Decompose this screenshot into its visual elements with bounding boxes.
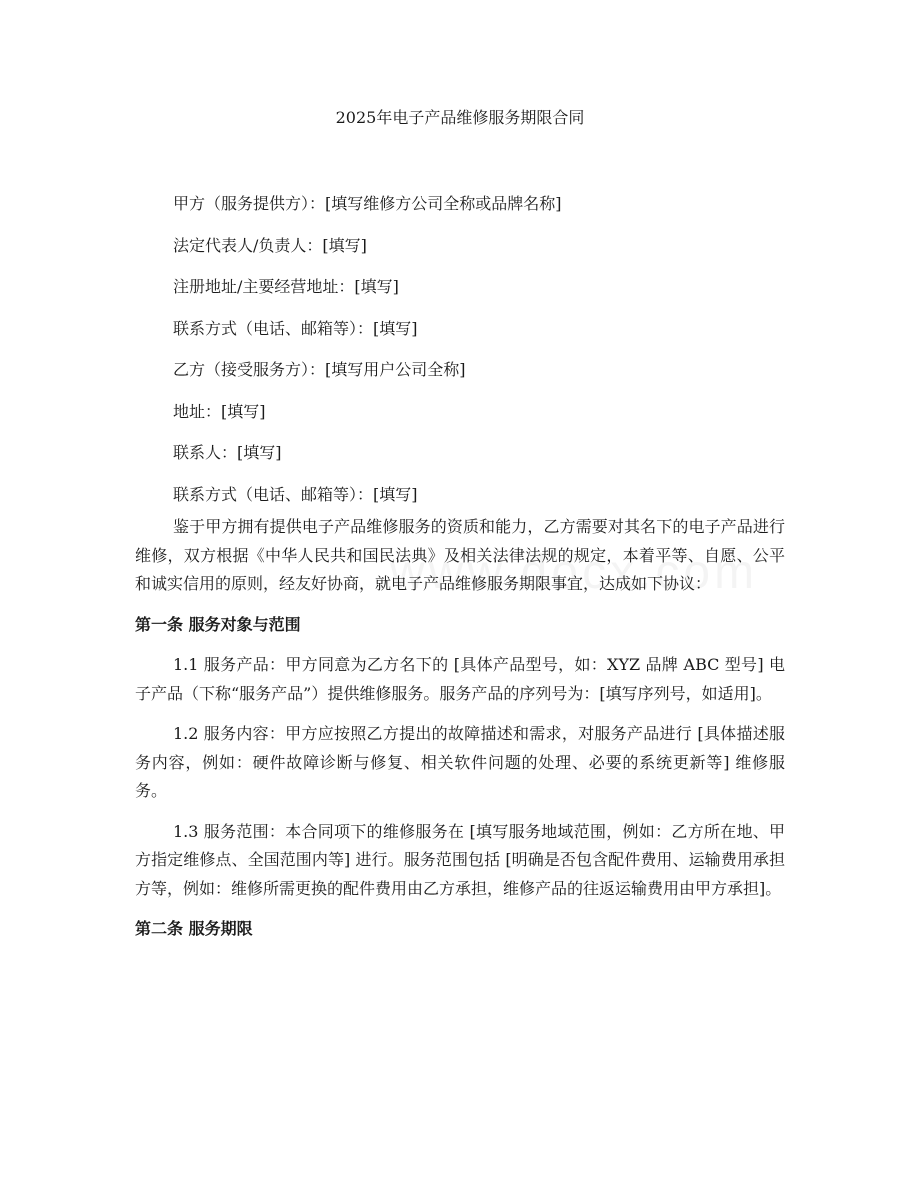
party-b-address: 地址：[填写]: [173, 401, 266, 421]
contract-body: [135, 513, 785, 956]
preamble-paragraph: 鉴于甲方拥有提供电子产品维修服务的资质和能力，乙方需要对其名下的电子产品进行维修，双方根据《中华人民共和国民法典》及相关法律法规的规定，本着平等、自愿、公平和诚实信用的原则，经友好协商，就电子产品维修服务期限事宜，达成如下协议：: [135, 517, 785, 593]
party-a-address: 注册地址/主要经营地址：[填写]: [173, 277, 399, 296]
party-info-block: [0, 183, 920, 515]
party-b-contact: 联系方式（电话、邮箱等）：[填写]: [173, 484, 418, 504]
party-b-name: 乙方（接受服务方）：[填写用户公司全称]: [173, 360, 466, 379]
party-b-contact-person: 联系人：[填写]: [173, 443, 282, 462]
article-1-heading: 第一条 服务对象与范围: [135, 614, 301, 634]
party-a-legal-rep: 法定代表人/负责人：[填写]: [173, 235, 367, 255]
clause-1-3: 1.3 服务范围：本合同项下的维修服务在 [填写服务地域范围，例如：乙方所在地、甲方指定维修点、全国范围内等] 进行。服务范围包括 [明确是否包含配件费用、运输费用承担方等，例如：维修所需更换的配件费用由乙方承担，维修产品的往返运输费用由甲方承担]。: [135, 821, 785, 898]
party-a-contact: 联系方式（电话、邮箱等）：[填写]: [173, 318, 418, 338]
clause-1-1: 1.1 服务产品：甲方同意为乙方名下的 [具体产品型号，如：XYZ 品牌 ABC 型号] 电子产品（下称“服务产品”）提供维修服务。服务产品的序列号为：[填写序列号，如适用]。: [135, 655, 785, 703]
party-a-name: 甲方（服务提供方）：[填写维修方公司全称或品牌名称]: [173, 194, 562, 213]
clause-1-2: 1.2 服务内容：甲方应按照乙方提出的故障描述和需求，对服务产品进行 [具体描述服务内容，例如：硬件故障诊断与修复、相关软件问题的处理、必要的系统更新等] 维修服务。: [135, 724, 785, 800]
article-2-heading: 第二条 服务期限: [135, 919, 253, 938]
document-title: 2025年电子产品维修服务期限合同: [335, 108, 585, 127]
